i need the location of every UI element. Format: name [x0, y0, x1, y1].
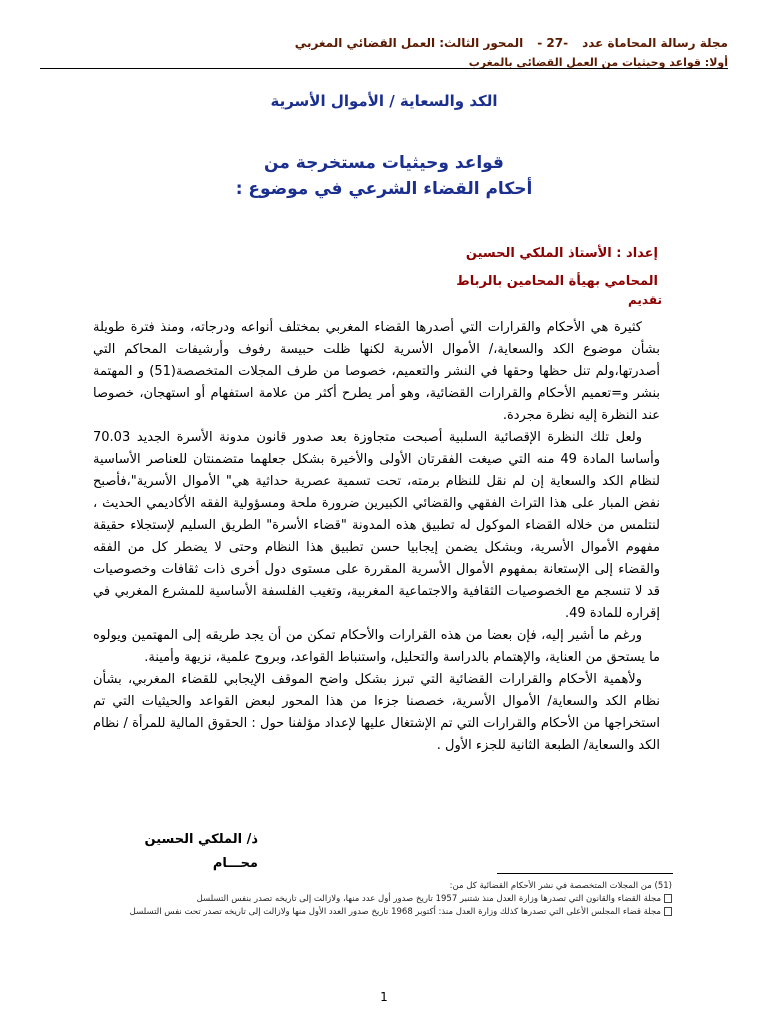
- intro-heading: تقديم: [628, 293, 662, 307]
- footnotes: [100, 880, 672, 919]
- paragraph: ولعل تلك النظرة الإقصائية السلبية أصبحت متجاوزة بعد صدور قانون مدونة الأسرة الجديد 70.03 وأساسا المادة 49 منه التي صيغت الفقرتان الأولى والأخيرة بشكل جعلهما متضمنتان للعناصر الأساسية لنظام الكد والسعاية إن لم نقل للنظام برمته، تحت تسمية عصرية حداثية هي" الأموال الأسرية"،فأصبح نفض المبار على هذا التراث الفقهي والقضائي الكبيرين ضرورة ملحة ومسؤولية الفقه الأكاديمي الحديث ، لنتلمس من خلاله القضاء الموكول له تطبيق هذه المدونة "قضاء الأسرة" الطريق السليم لإستجلاء حقيقة مفهوم الأموال الأسرية، وبشكل يضمن إيجابيا حسن تطبيق هذا النظام وحتى لا يضطر كل من الفقه والقضاء إلى الإستعانة بمفهوم الأموال الأسرية المقررة على مستوى دول أخرى ذات ثقافات وخصوصيات قد لا تنسجم مع الخصوصيات الثقافية والاجتماعية المغربية، وتغيب الفلسفة الأساسية للمشرع المغربي في إقراره للمادة 49.: [93, 430, 660, 621]
- running-header: [40, 36, 728, 69]
- signature-block: [145, 828, 258, 876]
- main-title: الكد والسعاية / الأموال الأسرية: [270, 92, 498, 110]
- header-top-line: [40, 36, 728, 50]
- paragraph: كثيرة هي الأحكام والقرارات التي أصدرها القضاء المغربي بمختلف أنواعه ودرجاته، ومنذ فترة طويلة بشأن موضوع الكد والسعاية،/ الأموال الأسرية لكنها ظلت حبيسة رفوف وأرشيفات المحاكم التي أصدرتها،ولم تنل حظها وحقها في النشر والتعميم، خصوصا من طرف المجلات المتخصصة(51) و المهتمة بنشر و=تعميم الأحكام والقرارات القضائية، وهو أمر يطرح أكثر من علامة استفهام أو استهجان، خصوصا عند النظرة إليه نظرة مجردة.: [93, 320, 660, 423]
- signature-title: محـــام: [212, 856, 258, 871]
- footnote-item: [100, 906, 672, 918]
- footnote-item: [100, 893, 672, 905]
- footnote-divider: [497, 873, 673, 874]
- footnote-intro: (51) من المجلات المتخصصة في نشر الأحكام القضائية كل من:: [449, 881, 672, 891]
- author-role: المحامي بهيأة المحامين بالرباط: [456, 274, 658, 289]
- prepared-by: إعداد : الأستاذ الملكي الحسين: [465, 246, 658, 261]
- subtitle: [0, 150, 768, 202]
- author-block: [40, 240, 658, 296]
- section-title: أولا: قواعد وحيثيات من العمل القضائي بالمغرب: [468, 56, 728, 69]
- footnote-text: مجلة القضاء والقانون التي تصدرها وزارة العدل منذ شتنبر 1957 تاريخ صدور أول عدد منها، ولازالت إلى تاريخه تصدر بنفس التسلسل: [196, 894, 661, 904]
- page-number: 1: [380, 990, 388, 1004]
- paragraph: ورغم ما أشير إليه، فإن بعضا من هذه القرارات والأحكام تمكن من أن يجد طريقه إلى المهتمين ويولوه ما يستحق من العناية، والإهتمام بالدراسة والتحليل، واستنباط القواعد، وبروح علمية، نزيهة وأمينة.: [93, 628, 660, 665]
- signature-name: ذ/ الملكي الحسين: [144, 832, 258, 847]
- journal-name: مجلة رسالة المحاماة عدد: [582, 36, 728, 50]
- bullet-box-icon: [664, 894, 672, 903]
- paragraph: ولأهمية الأحكام والقرارات القضائية التي تبرز بشكل واضح الموقف الإيجابي للقضاء المغربي، بشأن نظام الكد والسعاية/ الأموال الأسرية، خصصنا جزءا من هذا المحور لبعض القواعد والحيثيات التي تم استخراجها من الأحكام والقرارات التي تم الإشتغال عليها لإعداد مؤلفنا حول : الحقوق المالية للمرأة / نظام الكد والسعاية/ الطبعة الثانية للجزء الأول .: [93, 672, 660, 753]
- subtitle-line-2: أحكام القضاء الشرعي في موضوع :: [235, 179, 533, 199]
- header-divider: [40, 68, 728, 69]
- axis-title: المحور الثالث: العمل القضائي المغربي: [294, 36, 524, 50]
- footnote-text: مجلة قضاء المجلس الأعلى التي تصدرها كذلك وزارة العدل منذ: أكتوبر 1968 تاريخ صدور العدد الأول منها ولازالت إلى تاريخه تصدر تحت نفس التسلسل: [129, 907, 661, 917]
- bullet-box-icon: [664, 907, 672, 916]
- subtitle-line-1: قواعد وحيثيات مستخرجة من: [264, 153, 504, 173]
- body-text: [93, 317, 660, 757]
- issue-number: -27 -: [537, 36, 569, 50]
